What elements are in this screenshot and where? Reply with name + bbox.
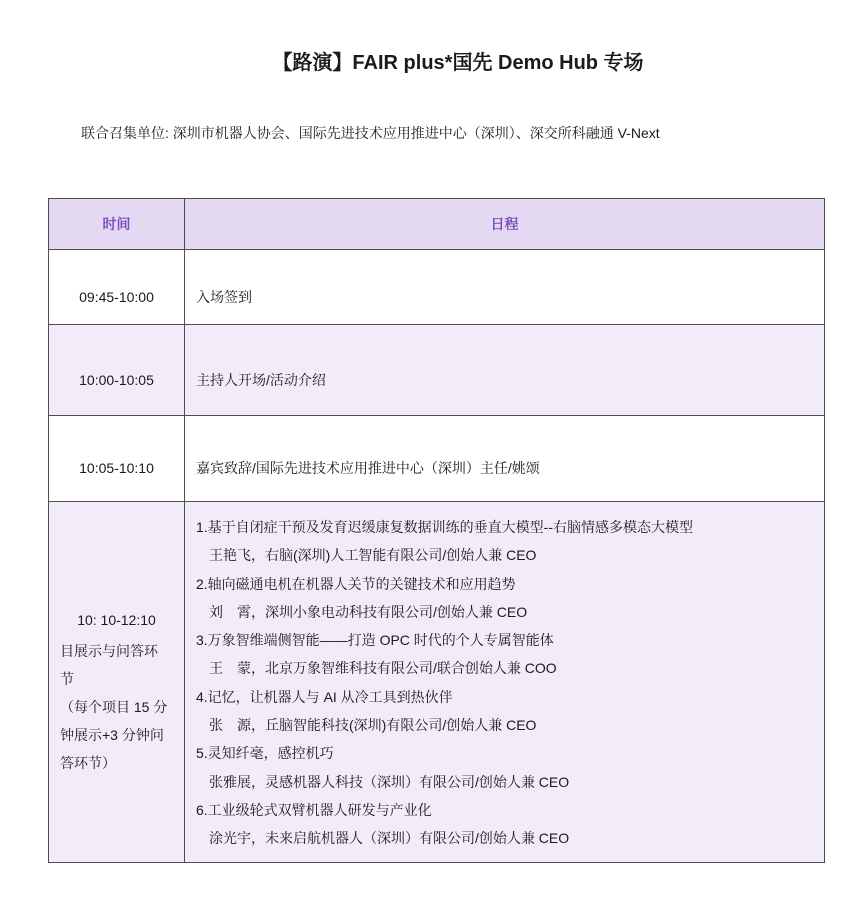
schedule-text: 嘉宾致辞/国际先进技术应用推进中心（深圳）主任/姚颂 — [196, 460, 540, 476]
session-note-line: 目展示与问答环 — [60, 643, 158, 659]
organizers-line: 联合召集单位: 深圳市机器人协会、国际先进技术应用推进中心（深圳）、深交所科融通 V-Next — [81, 125, 660, 141]
session-note-line: （每个项目 15 分 — [60, 699, 168, 715]
time-text: 10:00-10:05 — [79, 372, 154, 388]
schedule-text: 主持人开场/活动介绍 — [196, 372, 326, 388]
demo-topic: 6.工业级轮式双臂机器人研发与产业化 — [196, 801, 432, 818]
time-text: 10:05-10:10 — [79, 460, 154, 476]
table-row — [49, 325, 824, 416]
demo-topic: 2.轴向磁通电机在机器人关节的关键技术和应用趋势 — [196, 575, 516, 592]
demo-topic: 4.记忆，让机器人与 AI 从冷工具到热伙伴 — [196, 688, 453, 705]
time-text: 10: 10-12:10 — [77, 612, 156, 628]
demo-speaker: 王 蒙，北京万象智维科技有限公司/联合创始人兼 COO — [209, 660, 557, 677]
header-schedule: 日程 — [490, 216, 519, 232]
table-row — [49, 250, 824, 325]
time-cell — [49, 250, 185, 324]
schedule-table — [48, 198, 825, 863]
demo-speaker: 王艳飞，右脑(深圳)人工智能有限公司/创始人兼 CEO — [209, 547, 537, 564]
schedule-cell — [185, 325, 824, 415]
session-note-line: 答环节） — [60, 755, 116, 771]
header-time: 时间 — [49, 199, 185, 249]
time-cell — [49, 416, 185, 501]
page-title: 【路演】FAIR plus*国先 Demo Hub 专场 — [272, 52, 644, 74]
demo-topic: 3.万象智维端侧智能——打造 OPC 时代的个人专属智能体 — [196, 632, 554, 649]
time-cell — [49, 502, 185, 862]
demo-speaker: 张雅展，灵感机器人科技（深圳）有限公司/创始人兼 CEO — [209, 773, 570, 790]
table-row — [49, 416, 824, 502]
session-note-line: 钟展示+3 分钟问 — [60, 727, 164, 743]
table-row-demo-session — [49, 502, 824, 862]
demo-topic: 1.基于自闭症干预及发育迟缓康复数据训练的垂直大模型--右脑情感多模态大模型 — [196, 519, 693, 535]
demo-topic: 5.灵知纤毫，感控机巧 — [196, 745, 334, 762]
demo-speaker: 刘 霄，深圳小象电动科技有限公司/创始人兼 CEO — [209, 603, 528, 620]
time-cell — [49, 325, 185, 415]
demo-speaker: 张 源，丘脑智能科技(深圳)有限公司/创始人兼 CEO — [209, 717, 537, 734]
schedule-cell — [185, 250, 824, 324]
table-header-row — [49, 199, 824, 250]
demo-speaker: 涂光宇，未来启航机器人（深圳）有限公司/创始人兼 CEO — [209, 830, 570, 847]
schedule-cell — [185, 416, 824, 501]
schedule-cell — [185, 502, 824, 862]
time-text: 09:45-10:00 — [79, 289, 154, 305]
schedule-text: 入场签到 — [196, 289, 252, 305]
session-note-line: 节 — [60, 671, 74, 687]
